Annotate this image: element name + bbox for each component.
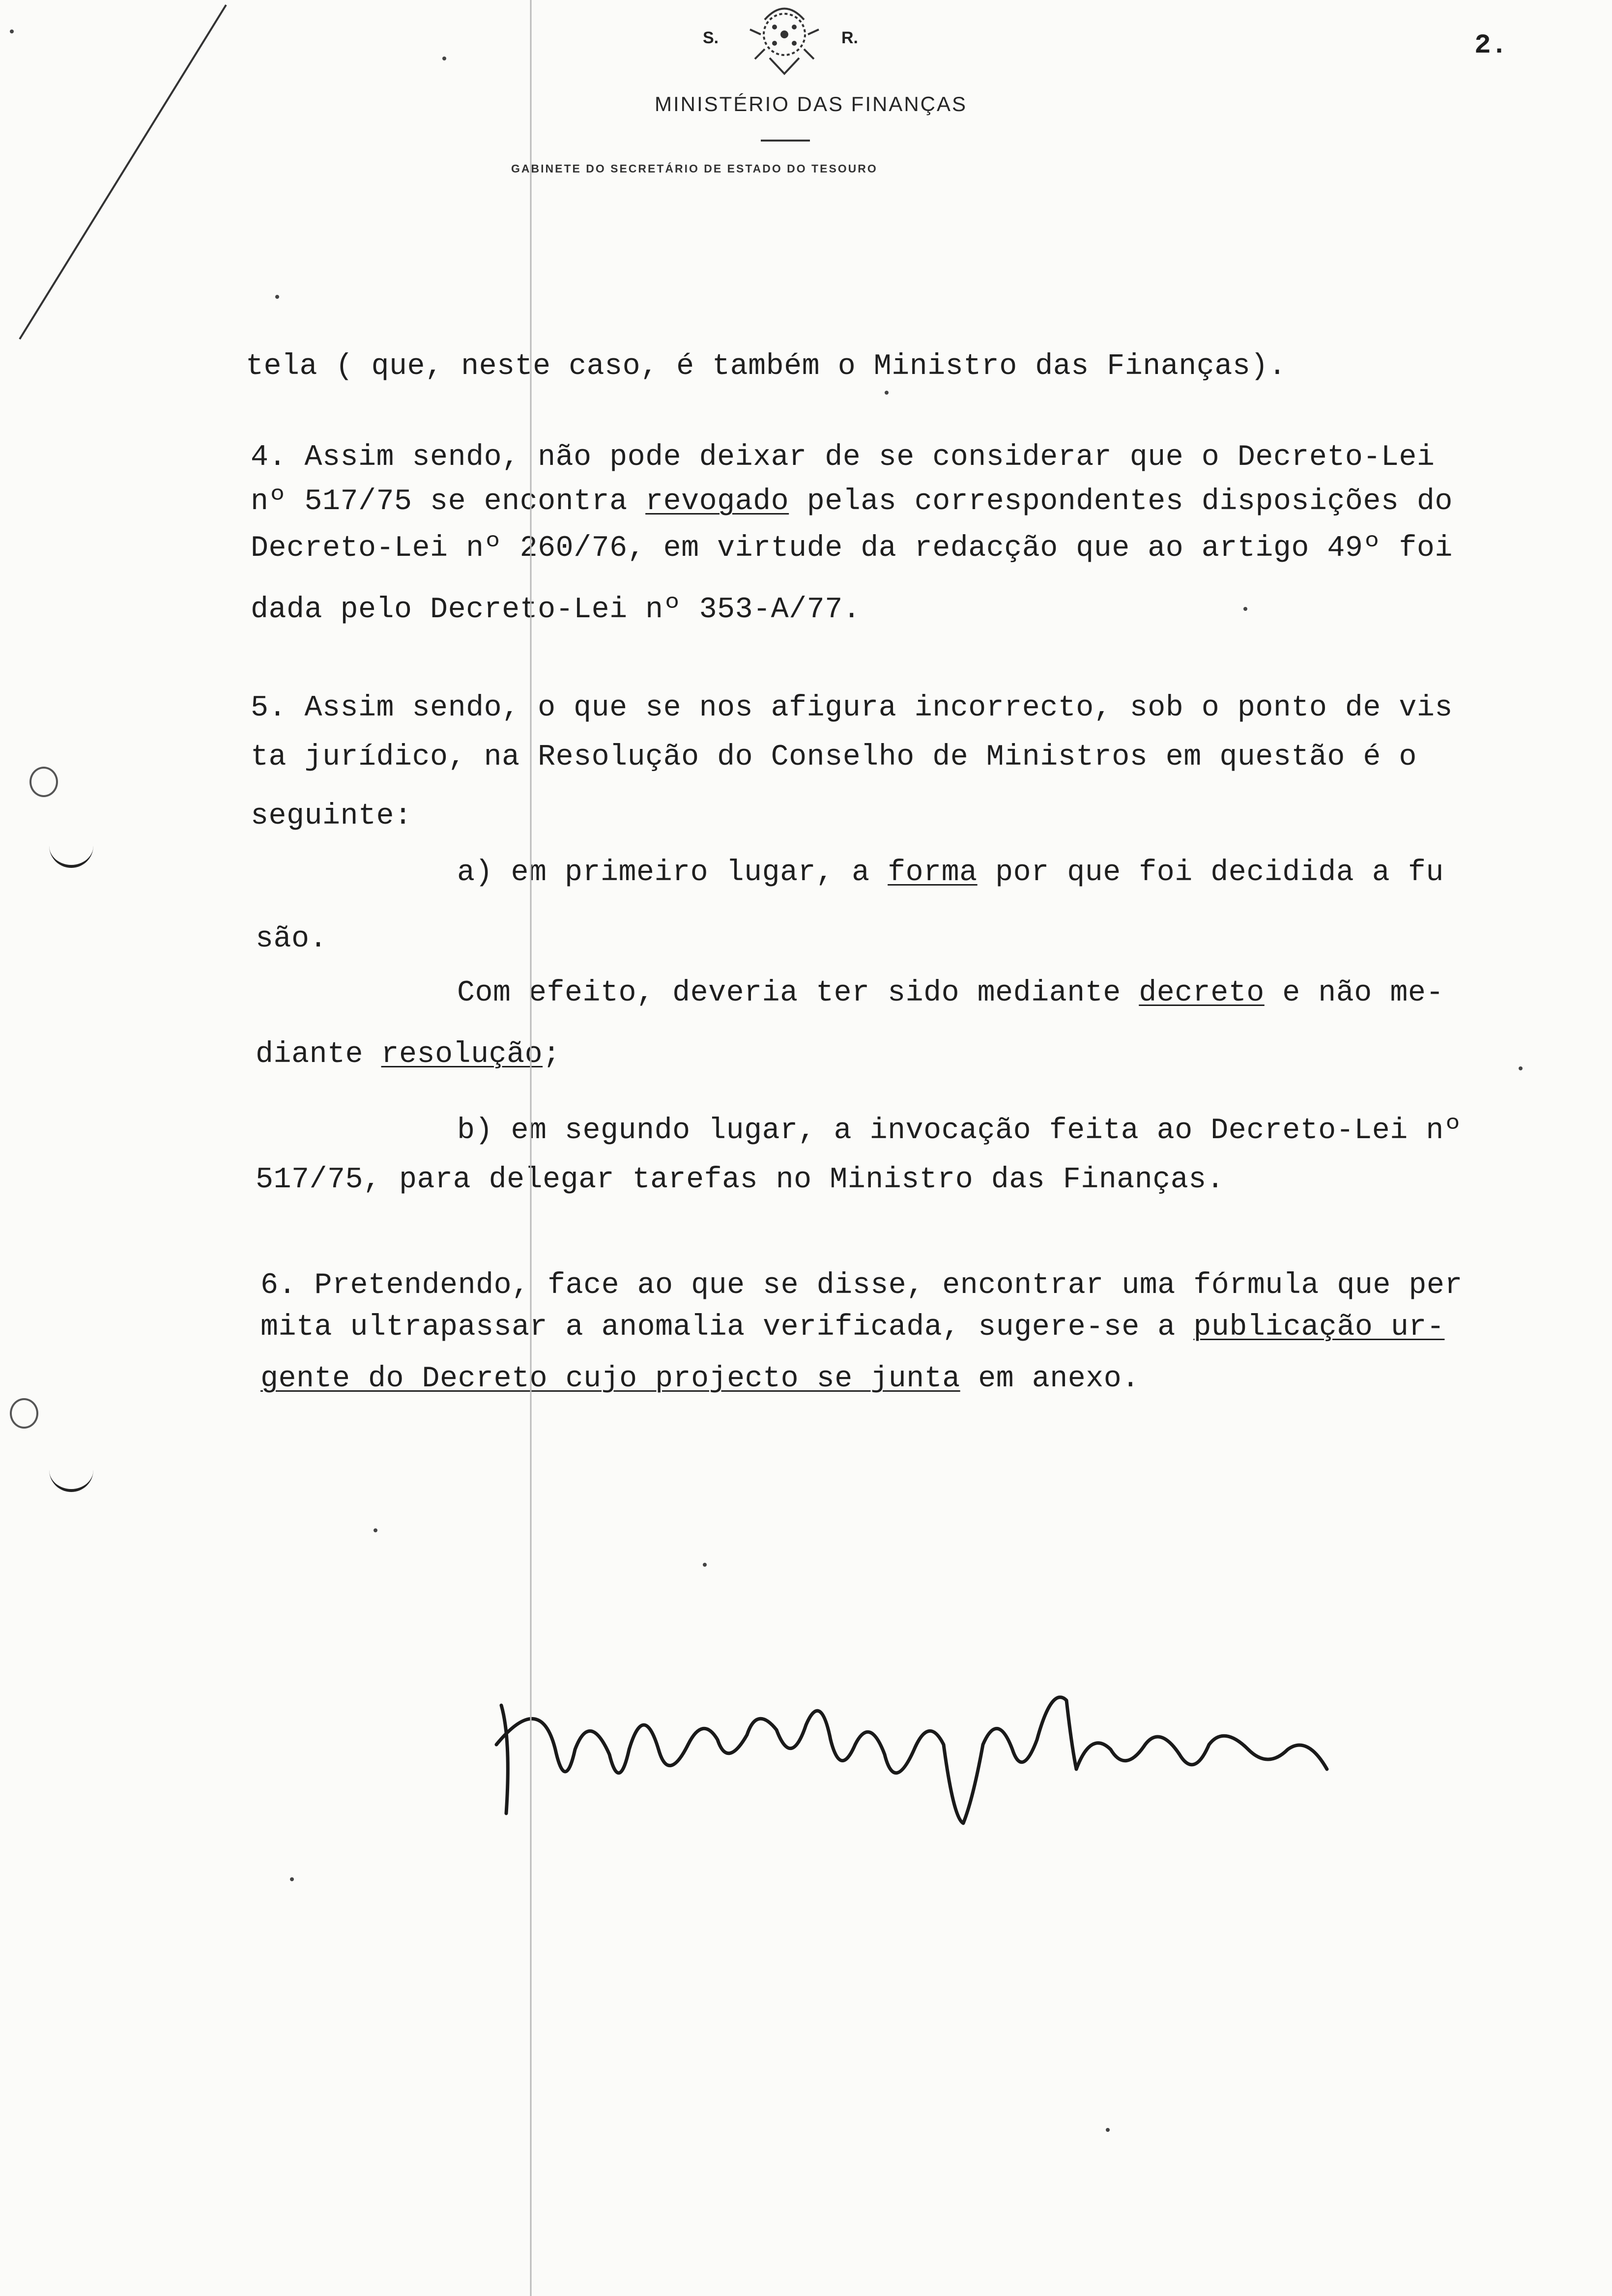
seal-left-letter: S. [703, 29, 719, 47]
paragraph-5-line-3: seguinte: [251, 800, 412, 833]
item-b-line-2: 517/75, para delegar tarefas no Ministro das Finanças. [256, 1163, 1225, 1197]
speck [275, 295, 279, 299]
speck [1243, 607, 1247, 611]
underlined-decreto: decreto [1139, 976, 1265, 1010]
paragraph-4-line-2: nº 517/75 se encontra revogado pelas correspondentes disposições do [251, 485, 1453, 518]
ministry-title: MINISTÉRIO DAS FINANÇAS [654, 92, 968, 115]
underlined-publicacao: publicação ur- [1193, 1311, 1445, 1344]
paragraph-5-line-2: ta jurídico, na Resolução do Conselho de Ministros em questão é o [251, 741, 1417, 774]
speck [1106, 2128, 1110, 2132]
speck [10, 29, 14, 33]
scan-stroke-mark [0, 0, 236, 354]
underlined-decreto-projecto: gente do Decreto cujo projecto se junta [260, 1362, 960, 1396]
text-line: tela ( que, neste caso, é também o Ministro das Finanças). [246, 350, 1287, 383]
paragraph-4-line-3: Decreto-Lei nº 260/76, em virtude da redacção que ao artigo 49º foi [251, 532, 1453, 565]
speck [703, 1563, 707, 1567]
paragraph-6-line-1: 6. Pretendendo, face ao que se disse, encontrar uma fórmula que per [260, 1269, 1463, 1302]
page-number: 2. [1474, 29, 1508, 61]
margin-mark [49, 1469, 93, 1492]
speck [885, 391, 889, 395]
item-b-line-1: b) em segundo lugar, a invocação feita ao Decreto-Lei nº [457, 1114, 1462, 1148]
item-a-line-1: a) em primeiro lugar, a forma por que foi decidida a fu [457, 856, 1444, 890]
paragraph-4-line-4: dada pelo Decreto-Lei nº 353-A/77. [251, 593, 861, 627]
handwritten-signature [482, 1671, 1415, 1828]
item-a-line-2: são. [256, 922, 328, 956]
item-a-note-line-1: Com efeito, deveria ter sido mediante decreto e não me- [457, 976, 1444, 1010]
underlined-forma: forma [888, 856, 978, 890]
paragraph-6-line-2: mita ultrapassar a anomalia verificada, sugere-se a publicação ur- [260, 1311, 1445, 1344]
letterhead-divider [761, 140, 810, 142]
paragraph-5-line-1: 5. Assim sendo, o que se nos afigura incorrecto, sob o ponto de vis [251, 691, 1453, 725]
speck [374, 1528, 377, 1532]
scan-fold-line [526, 0, 536, 2296]
paragraph-6-line-3: gente do Decreto cujo projecto se junta em anexo. [260, 1362, 1140, 1396]
paragraph-4-line-1: 4. Assim sendo, não pode deixar de se considerar que o Decreto-Lei [251, 441, 1435, 474]
cabinet-subtitle: GABINETE DO SECRETÁRIO DE ESTADO DO TESOURO [511, 162, 878, 175]
underlined-resolucao: resolução [381, 1038, 543, 1071]
speck [1519, 1066, 1523, 1070]
margin-mark [49, 845, 93, 868]
speck [442, 57, 446, 60]
underlined-revogado: revogado [645, 485, 789, 518]
punch-hole-mark [10, 1398, 38, 1429]
speck [290, 1877, 294, 1881]
item-a-note-line-2: diante resolução; [256, 1038, 561, 1071]
punch-hole-mark [29, 767, 58, 797]
seal-right-letter: R. [841, 29, 858, 47]
coat-of-arms-icon [735, 0, 834, 79]
